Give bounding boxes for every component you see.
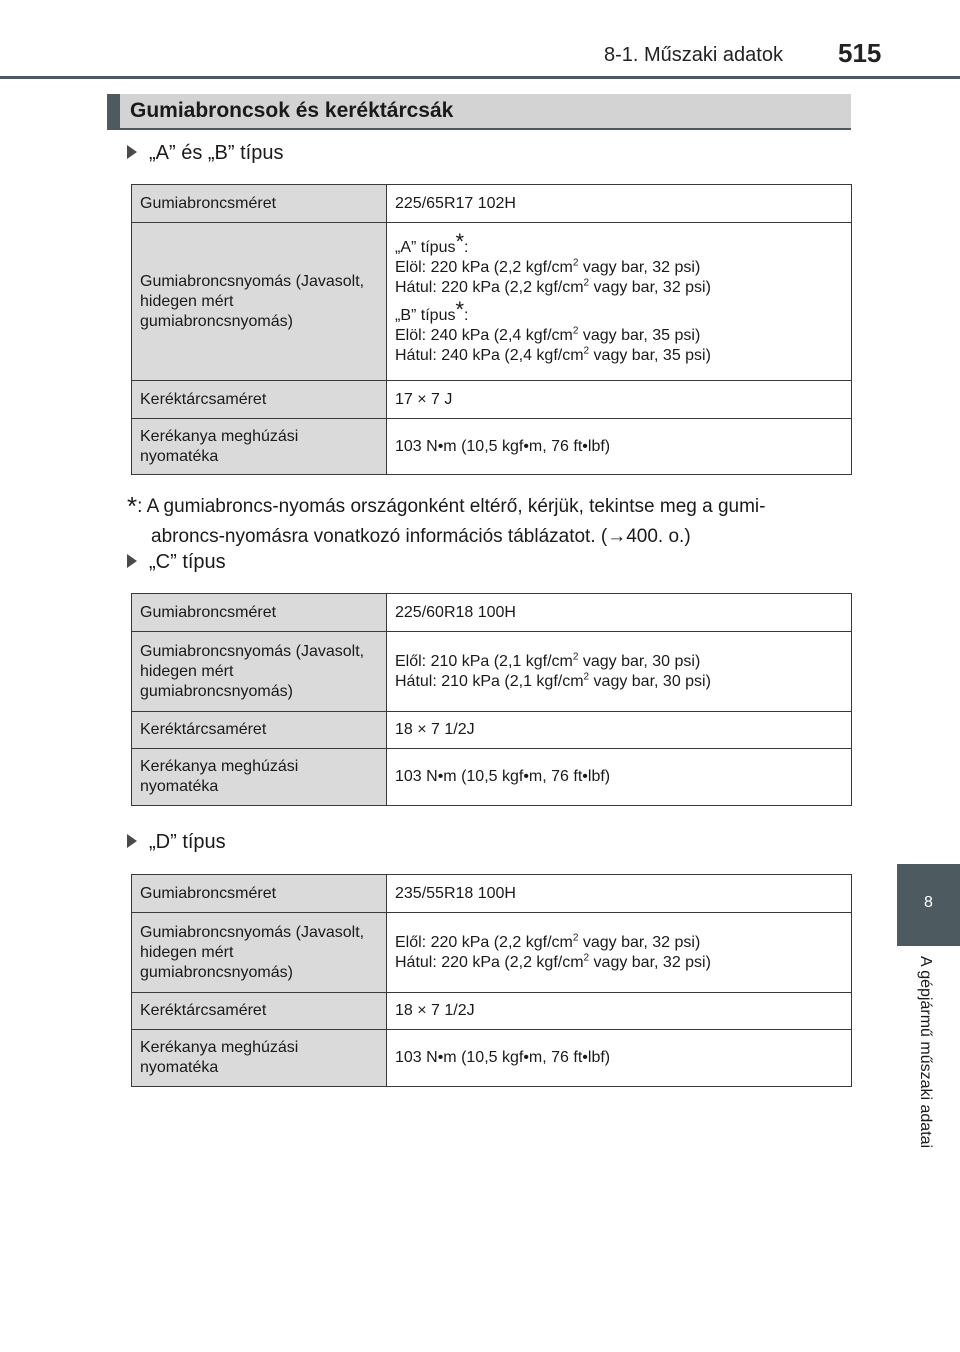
table-cell-label: Gumiabroncsnyomás (Javasolt, hidegen mért gumiabroncsnyomás) xyxy=(132,223,387,381)
table-cell-label: Keréktárcsaméret xyxy=(132,993,387,1030)
table-row xyxy=(132,1030,852,1087)
table-cell-label: Kerékanya meghúzási nyomatéka xyxy=(132,749,387,806)
spec-table-ab xyxy=(131,184,852,475)
type-a-front: Elöl: 220 kPa (2,2 kgf/$cm^2$ vagy bar, 32 psi) xyxy=(395,257,701,276)
table-cell-value: 18 × 7 1/2J xyxy=(387,712,852,749)
table-row xyxy=(132,749,852,806)
table-cell-label: Gumiabroncsméret xyxy=(132,185,387,223)
table-row xyxy=(132,712,852,749)
table-cell-value: 103 N•m (10,5 kgf•m, 76 ft•lbf) xyxy=(387,1030,852,1087)
section-heading-d: „D” típus xyxy=(127,831,226,854)
table-row xyxy=(132,419,852,475)
table-row xyxy=(132,993,852,1030)
table-row xyxy=(132,875,852,913)
table-row xyxy=(132,223,852,381)
table-row xyxy=(132,185,852,223)
table-cell-label: Keréktárcsaméret xyxy=(132,381,387,419)
table-row xyxy=(132,632,852,712)
table-cell-value: 103 N•m (10,5 kgf•m, 76 ft•lbf) xyxy=(387,419,852,475)
chapter-number: 8 xyxy=(924,894,933,911)
type-a-heading: „A” típus*: xyxy=(395,228,469,256)
table-cell-label: Gumiabroncsnyomás (Javasolt, hidegen mért gumiabroncsnyomás) xyxy=(132,632,387,712)
table-cell-value xyxy=(387,223,852,381)
type-a-rear: Hátul: 220 kPa (2,2 kgf/$cm^2$ vagy bar, 32 psi) xyxy=(395,277,711,296)
type-b-heading: „B” típus*: xyxy=(395,296,469,324)
table-cell-label: Gumiabroncsnyomás (Javasolt, hidegen mért gumiabroncsnyomás) xyxy=(132,913,387,993)
table-cell-label: Gumiabroncsméret xyxy=(132,875,387,913)
table-row xyxy=(132,381,852,419)
footnote: *: A gumiabroncs-nyomás országonként eltérő, kérjük, tekintse meg a gumi- abroncs-nyomásra vonatkozó információs táblázatot. (→400. o.) xyxy=(127,491,766,547)
triangle-bullet-icon xyxy=(127,554,137,568)
table-cell-value: 17 × 7 J xyxy=(387,381,852,419)
section-label: 8-1. Műszaki adatok xyxy=(604,44,783,66)
page-title: Gumiabroncsok és keréktárcsák xyxy=(130,99,454,122)
table-cell-value: 225/60R18 100H xyxy=(387,594,852,632)
table-cell-value: 18 × 7 1/2J xyxy=(387,993,852,1030)
table-cell-label: Keréktárcsaméret xyxy=(132,712,387,749)
table-cell-label: Kerékanya meghúzási nyomatéka xyxy=(132,1030,387,1087)
type-b-rear: Hátul: 240 kPa (2,4 kgf/$cm^2$ vagy bar, 35 psi) xyxy=(395,345,711,364)
section-heading-ab: „A” és „B” típus xyxy=(127,142,283,165)
spec-table-c xyxy=(131,593,852,806)
page-number: 515 xyxy=(838,38,882,68)
header-divider xyxy=(0,76,960,79)
spec-table-d xyxy=(131,874,852,1087)
table-cell-value: 103 N•m (10,5 kgf•m, 76 ft•lbf) xyxy=(387,749,852,806)
table-cell-value: 225/65R17 102H xyxy=(387,185,852,223)
triangle-bullet-icon xyxy=(127,834,137,848)
table-cell-value xyxy=(387,632,852,712)
chapter-tab xyxy=(897,864,960,946)
rear-pressure: Hátul: 210 kPa (2,1 kgf/$cm^2$ vagy bar, 30 psi) xyxy=(395,671,711,690)
table-row xyxy=(132,594,852,632)
type-b-front: Elöl: 240 kPa (2,4 kgf/$cm^2$ vagy bar, 35 psi) xyxy=(395,325,701,344)
table-cell-value: 235/55R18 100H xyxy=(387,875,852,913)
rear-pressure: Hátul: 220 kPa (2,2 kgf/$cm^2$ vagy bar, 32 psi) xyxy=(395,952,711,971)
chapter-title: A gépjármű műszaki adatai xyxy=(917,956,934,1149)
table-cell-label: Kerékanya meghúzási nyomatéka xyxy=(132,419,387,475)
front-pressure: Elől: 210 kPa (2,1 kgf/$cm^2$ vagy bar, 30 psi) xyxy=(395,651,701,670)
table-row xyxy=(132,913,852,993)
page-title-bar xyxy=(107,94,851,128)
table-cell-label: Gumiabroncsméret xyxy=(132,594,387,632)
front-pressure: Elől: 220 kPa (2,2 kgf/$cm^2$ vagy bar, 32 psi) xyxy=(395,932,701,951)
title-divider xyxy=(107,128,851,130)
table-cell-value xyxy=(387,913,852,993)
triangle-bullet-icon xyxy=(127,145,137,159)
section-heading-c: „C” típus xyxy=(127,551,226,574)
